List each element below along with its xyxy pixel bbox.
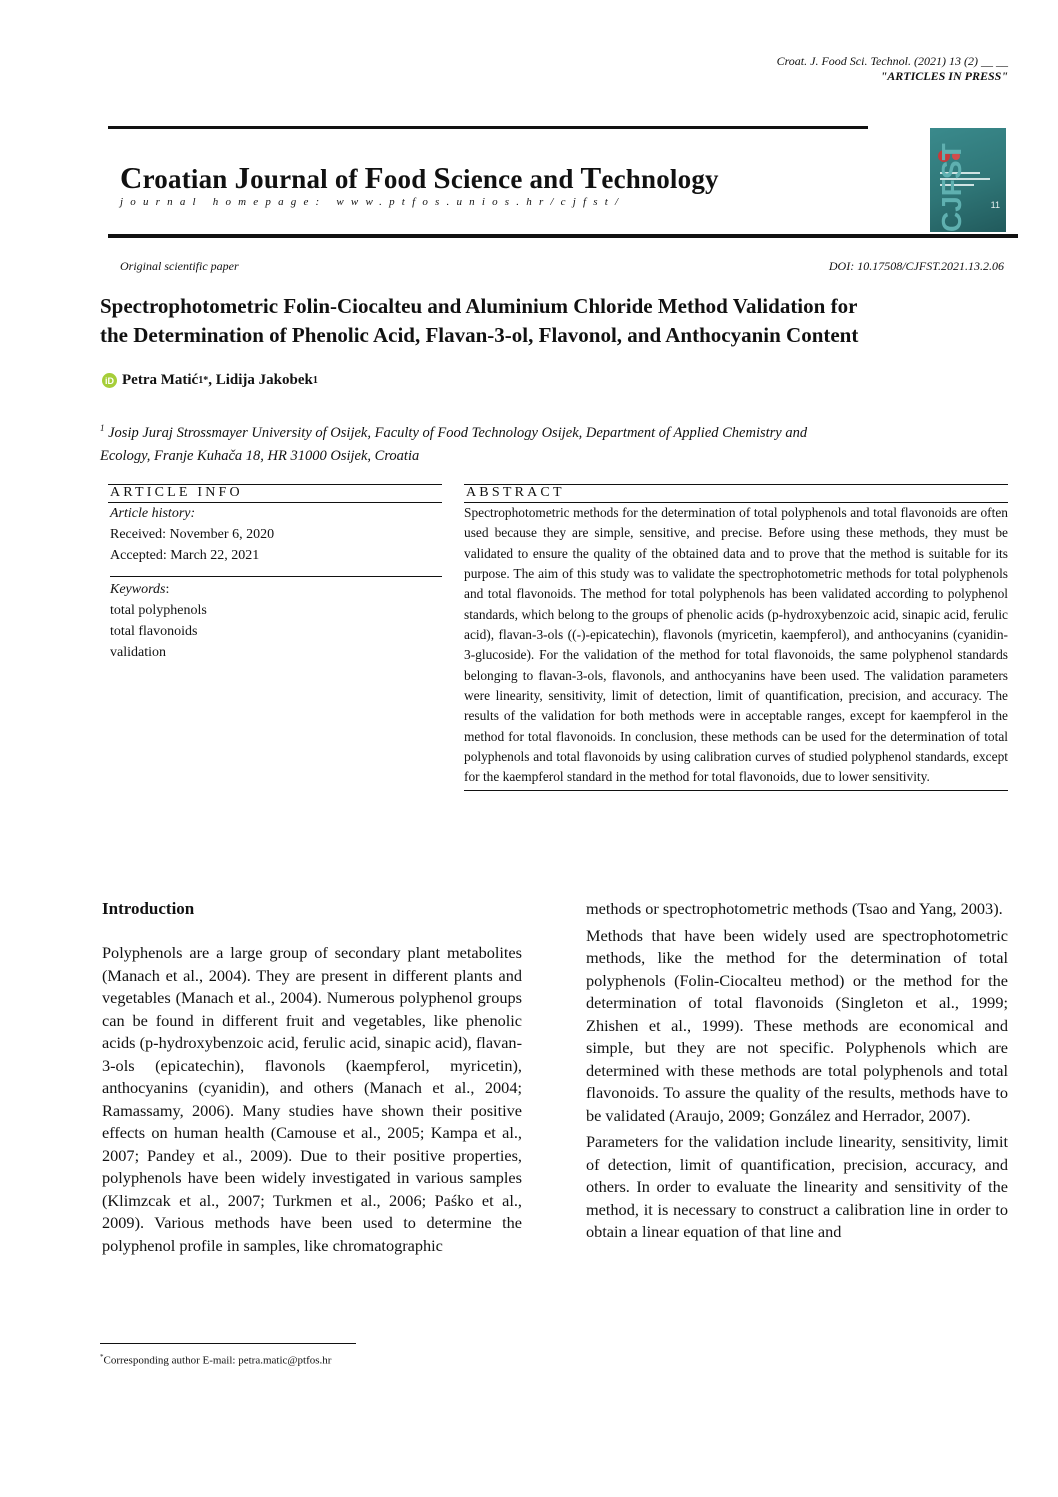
cover-logo-letters: CJFST [936,143,967,232]
journal-title-part: cience and [450,164,581,194]
running-head-status: "ARTICLES IN PRESS" [880,69,1008,83]
keyword: total flavonoids [110,624,198,639]
intro-paragraph: Polyphenols are a large group of secondary plant metabolites (Manach et al., 2004). They are present in different plants and vegetables (Manach et al., 2004). Numerous polyphenol groups can be found in different fruit and vegetables, like phenolic acids (p-hydroxybenzoic acid, ferulic acid, sinapic acid), flavan-3-ols (epicatechin), flavonols (kaempferol, myricetin), anthocyanins (cyanidin), and others (Manach et al., 2004; Ramassamy, 2006). Many studies have shown their positive effects on human health (Camouse et al., 2005; Kampa et al., 2007; Pandey et al., 2009). Due to their positive properties, polyphenols have been widely investigated in various samples (Klimzcak et al., 2007; Turkmen et al., 2006; Paśko et al., 2009). Various methods have been used to determine the polyphenol profile in samples, like chromatographic [102,943,522,1255]
intro-right-column [586,898,1008,1248]
keyword: total polyphenols [110,603,207,618]
intro-paragraph: Parameters for the validation include linearity, sensitivity, limit of detection, limit of quantification, precision, accuracy, and others. In order to evaluate the linearity and sensitivity of the method, it is necessary to construct a calibration line in order to obtain a linear equation of that line and [586,1132,1008,1241]
article-info [108,484,442,663]
paper-title-line: Spectrophotometric Folin-Ciocalteu and Aluminium Chloride Method Validation for [100,294,858,318]
affiliation-superscript: 1 [100,423,105,433]
journal-cover-image [930,128,1006,232]
author-separator: , [208,372,216,388]
authors [102,372,318,389]
paper-title-line: the Determination of Phenolic Acid, Flavan-3-ol, Flavonol, and Anthocyanin Content [100,323,859,347]
journal-title-initial: S [433,160,451,195]
received-date: Received: November 6, 2020 [110,527,275,542]
header-rule [108,234,1018,238]
keyword: validation [110,645,166,660]
doi[interactable]: DOI: 10.17508/CJFST.2021.13.2.06 [828,259,1004,273]
intro-left-column [102,898,522,1257]
journal-title-initial: T [580,160,602,195]
journal-title-initial: J [234,160,251,195]
affiliation-line: Josip Juraj Strossmayer University of Osijek, Faculty of Food Technology Osijek, Department of Applied Chemistry and [104,424,808,441]
journal-title-initial: C [120,160,143,195]
accepted-date: Accepted: March 22, 2021 [110,548,260,563]
author-superscript: 1 [312,375,318,386]
paper-title [100,292,1020,350]
orcid-icon[interactable]: iD [102,373,117,388]
intro-paragraph: methods or spectrophotometric methods (Tsao and Yang, 2003). [586,899,1003,918]
history-label: Article history: [110,506,196,521]
journal-title-part: ood [383,164,434,194]
journal-title [120,160,719,196]
abstract-text: Spectrophotometric methods for the determination of total polyphenols and total flavonoids are often used because they are simple, sensitive, and precise. Before using these methods, they must be validated to ensure the quality of the obtained data and to prove that the method is suitable for its purpose. The aim of this study was to validate the spectrophotometric methods for total polyphenols and total flavonoids. The method for total polyphenols has been validated according to polyphenol standards, which belong to the groups of phenolic acids (p-hydroxybenzoic acid, sinapic acid, ferulic acid), flavan-3-ols ((-)-epicatechin), flavonols (myricetin, kaempferol), and anthocyanins (cyanidin-3-glucoside). For the validation of the method for total flavonoids, the same polyphenol standards belonging to flavan-3-ols, flavonols, and anthocyanins have been used. The validation parameters were linearity, sensitivity, limit of detection, limit of quantification, precision, and accuracy. The results of the validation for both methods were in acceptable ranges, except for kaempferol in the method for total flavonoids. In conclusion, these methods can be used for the determination of total polyphenols and total flavonoids by using calibration curves of studied polyphenol standards, except for the kaempferol standard in the method for total flavonoids, due to lower sensitivity. [464,503,1008,791]
affiliation [100,417,1020,468]
corresponding-author-footnote [100,1353,331,1367]
journal-title-part: echnology [601,164,719,194]
top-rule [108,126,868,129]
running-head [777,54,1008,84]
author-name: Petra Matić [122,372,199,388]
abstract [464,484,1008,791]
author-superscript: 1* [198,375,209,386]
keywords-label: Keywords [110,582,166,597]
footnote-text[interactable]: Corresponding author E-mail: petra.matic@ptfos.hr [103,1354,332,1367]
intro-paragraph: Methods that have been widely used are spectrophotometric methods, like the method for the determination of total polyphenols (Folin-Ciocalteu method) or the method for the determination of total flavonoids (Singleton et al., 1999; Zhishen et al., 1999). These methods are economical and simple, but they are not specific. Polyphenols which are determined with these methods are total polyphenols and total flavonoids. To assure the quality of the results, methods have to be validated (Araujo, 2009; González and Herrador, 2007). [586,925,1008,1125]
running-head-citation: Croat. J. Food Sci. Technol. (2021) 13 (2) __ __ [776,54,1008,68]
author-name: Lidija Jakobek [215,372,313,388]
cover-issue-number: 11 [990,200,1000,210]
paper-type: Original scientific paper [120,259,239,273]
journal-title-initial: F [364,160,384,195]
keywords-colon: : [165,582,170,597]
affiliation-line: Ecology, Franje Kuhača 18, HR 31000 Osijek, Croatia [100,447,420,464]
intro-heading: Introduction [102,899,195,918]
journal-title-part: roatian [142,164,235,194]
footnote-rule [100,1343,356,1344]
article-info-heading: ARTICLE INFO [108,484,442,503]
journal-homepage[interactable]: journal homepage: www.ptfos.unios.hr/cjfst/ [120,196,626,208]
footnote-marker: * [100,1353,104,1361]
abstract-heading: ABSTRACT [464,484,1008,503]
journal-title-part: ournal of [250,164,365,194]
